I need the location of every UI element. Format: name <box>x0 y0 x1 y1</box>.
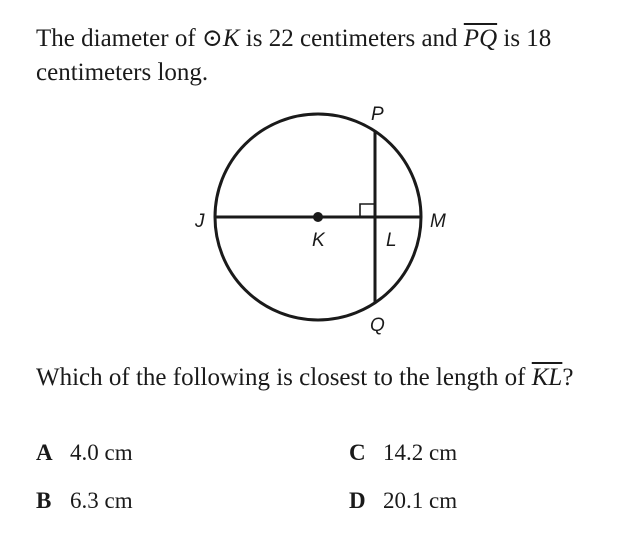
choice-a-value: 4.0 cm <box>70 440 133 465</box>
label-m: M <box>430 211 446 232</box>
choice-d-value: 20.1 cm <box>383 488 458 513</box>
label-p: P <box>371 104 384 125</box>
prompt-main: Which of the following is closest to the length of <box>36 364 532 391</box>
choice-a-letter: A <box>36 440 53 465</box>
choice-d-letter: D <box>349 488 366 513</box>
diagram-svg <box>190 98 470 348</box>
label-q: Q <box>370 315 385 336</box>
question-part-1: The diameter of <box>36 25 202 52</box>
choice-c-value: 14.2 cm <box>383 440 458 465</box>
choice-c-letter: C <box>349 440 366 465</box>
right-angle-mark <box>360 204 375 217</box>
choice-b-letter: B <box>36 488 52 513</box>
choice-b-value: 6.3 cm <box>70 488 133 513</box>
question-text <box>36 22 626 90</box>
label-l: L <box>386 230 397 251</box>
center-point-k <box>313 212 323 222</box>
choice-b[interactable] <box>36 488 133 514</box>
circle-symbol: ⊙ <box>201 25 223 52</box>
prompt-end: ? <box>562 364 574 391</box>
segment-kl: $\overline{KL}$ <box>531 364 563 391</box>
label-j: J <box>195 211 205 232</box>
choice-a[interactable] <box>36 440 133 466</box>
circle-name: K <box>222 25 240 52</box>
label-k: K <box>312 230 325 251</box>
choice-c[interactable] <box>349 440 457 466</box>
segment-pq: $\overline{PQ}$ <box>463 25 498 52</box>
prompt-text <box>36 362 626 393</box>
question-part-2: is 22 centimeters and <box>239 25 464 52</box>
question-part-3: is 18 centimeters long. <box>36 25 552 86</box>
choice-d[interactable] <box>349 488 457 514</box>
circle-diagram <box>190 98 470 348</box>
